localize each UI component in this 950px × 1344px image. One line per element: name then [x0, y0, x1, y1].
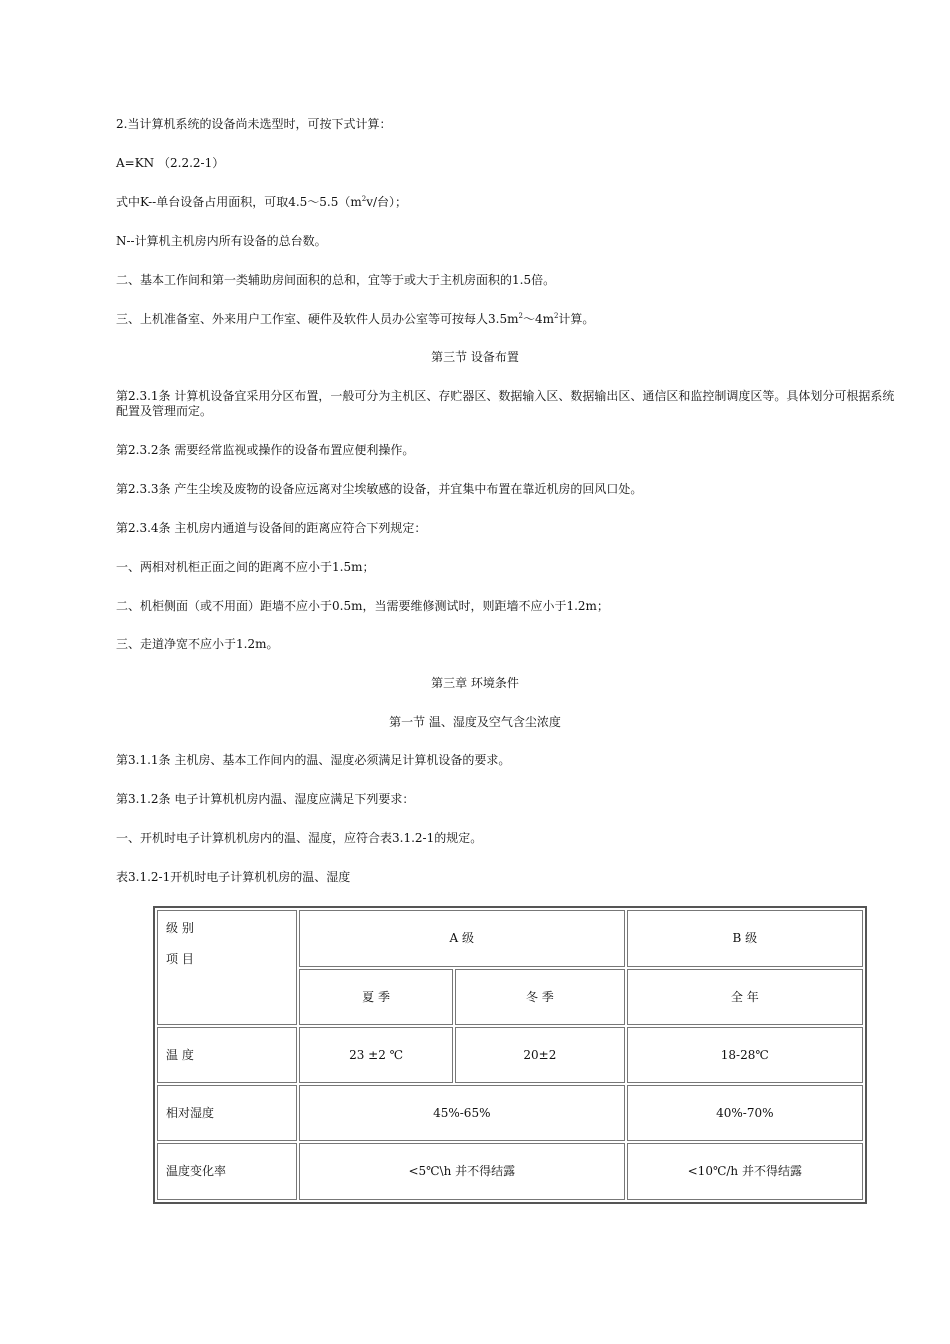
header-grade-b: B 级: [627, 910, 863, 967]
header-winter: 冬 季: [455, 969, 624, 1025]
cell-change-rate-b: <10℃/h 并不得结露: [627, 1143, 863, 1200]
paragraph-rule-one: 一、两相对机柜正面之间的距离不应小于1.5m；: [116, 560, 375, 574]
paragraph-item-two: 二、基本工作间和第一类辅助房间面积的总和，宜等于或大于主机房面积的1.5倍。: [116, 273, 556, 287]
paragraph-article-3-1-2: 第3.1.2条 电子计算机机房内温、湿度应满足下列要求：: [116, 792, 415, 806]
superscript-2: 2: [518, 312, 523, 320]
k-definition-unit: v/台）；: [366, 195, 408, 209]
row-label-temperature: 温 度: [157, 1027, 297, 1083]
header-whole-year: 全 年: [627, 969, 863, 1025]
corner-item-label: 项 目: [166, 952, 194, 966]
chapter-heading-environment: 第三章 环境条件: [431, 676, 519, 690]
section-heading-temperature-humidity: 第一节 温、湿度及空气含尘浓度: [389, 715, 561, 729]
header-summer: 夏 季: [299, 969, 453, 1025]
superscript-2: 2: [553, 312, 559, 320]
section-heading-equipment-layout: 第三节 设备布置: [431, 350, 519, 364]
paragraph-n-definition: N--计算机主机房内所有设备的总台数。: [116, 234, 327, 248]
item-three-text-a: 三、上机准备室、外来用户工作室、硬件及软件人员办公室等可按每人3.5m: [116, 312, 519, 326]
paragraph-rule-two: 二、机柜侧面（或不用面）距墙不应小于0.5m，当需要维修测试时，则距墙不应小于1.2m；: [116, 599, 609, 613]
table-caption: 表3.1.2-1开机时电子计算机机房的温、湿度: [116, 870, 351, 884]
paragraph-article-3-1-1: 第3.1.1条 主机房、基本工作间内的温、湿度必须满足计算机设备的要求。: [116, 753, 511, 767]
cell-humidity-b: 40%-70%: [627, 1085, 863, 1141]
superscript-2: 2: [361, 195, 367, 203]
corner-grade-label: 级 别: [166, 921, 194, 935]
k-definition-text: 式中K--单台设备占用面积，可取4.5～5.5（m: [116, 195, 362, 209]
paragraph-formula: A=KN （2.2.2-1）: [116, 156, 225, 170]
paragraph-article-2-3-3: 第2.3.3条 产生尘埃及废物的设备应远离对尘埃敏感的设备，并宜集中布置在靠近机房的回风口处。: [116, 482, 643, 496]
cell-change-rate-a: <5℃\h 并不得结露: [299, 1143, 625, 1200]
paragraph-article-2-3-4: 第2.3.4条 主机房内通道与设备间的距离应符合下列规定：: [116, 521, 427, 535]
table-row: [157, 1027, 863, 1083]
table-row: [157, 1085, 863, 1141]
paragraph-article-2-3-2: 第2.3.2条 需要经常监视或操作的设备布置应便利操作。: [116, 443, 415, 457]
table-row: [157, 1143, 863, 1200]
cell-humidity-a: 45%-65%: [299, 1085, 625, 1141]
row-label-relative-humidity: 相对湿度: [157, 1085, 297, 1141]
paragraph-k-definition: [116, 195, 902, 210]
paragraph-item-three: [116, 312, 902, 327]
table-corner-header: [157, 910, 297, 1025]
paragraph-article-2-3-1: 第2.3.1条 计算机设备宜采用分区布置，一般可分为主机区、存贮器区、数据输入区、数据输出区、通信区和监控制调度区等。具体划分可根据系统配置及管理而定。: [116, 389, 895, 418]
item-three-text-b: ～4m: [522, 312, 554, 326]
cell-temperature-a-winter: 20±2: [455, 1027, 624, 1083]
paragraph-requirement-one: 一、开机时电子计算机机房内的温、湿度，应符合表3.1.2-1的规定。: [116, 831, 483, 845]
cell-temperature-a-summer: 23 ±2 ℃: [299, 1027, 453, 1083]
item-three-text-c: 计算。: [558, 312, 595, 326]
cell-temperature-b: 18-28℃: [627, 1027, 863, 1083]
paragraph-rule-three: 三、走道净宽不应小于1.2m。: [116, 637, 279, 651]
row-label-temperature-change-rate: 温度变化率: [157, 1143, 297, 1200]
header-grade-a: A 级: [299, 910, 625, 967]
paragraph-area-formula-intro: 2.当计算机系统的设备尚未选型时，可按下式计算：: [116, 117, 392, 131]
temperature-humidity-table: [153, 906, 867, 1204]
